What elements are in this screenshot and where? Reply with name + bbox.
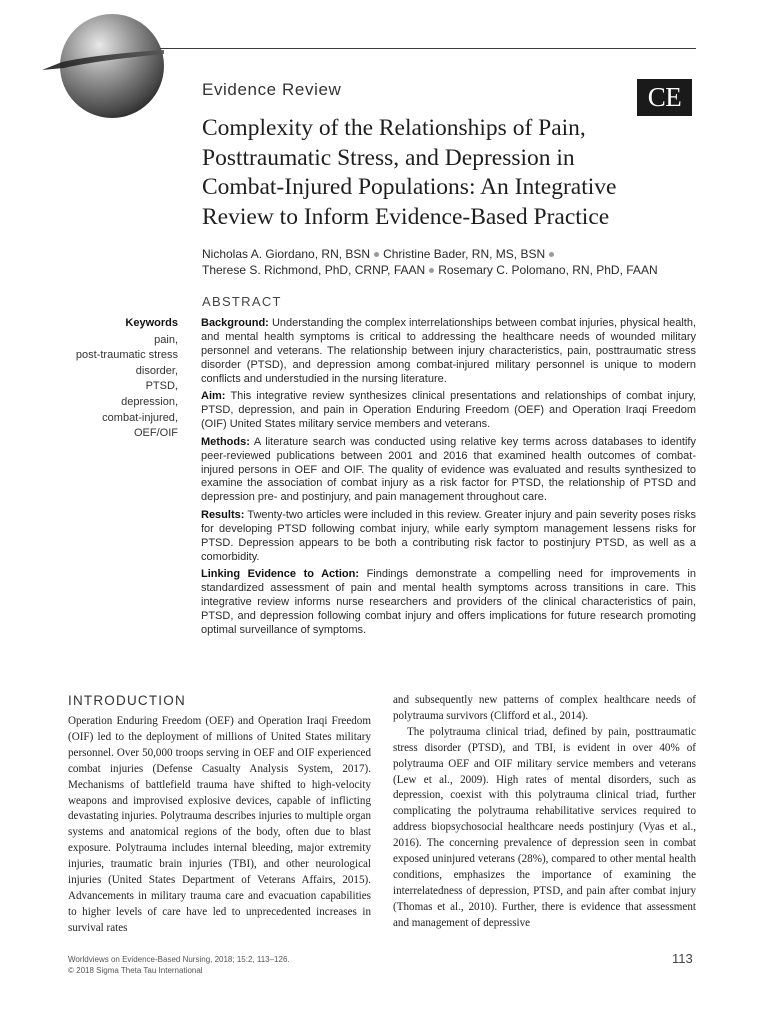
- background-text: Understanding the complex interrelationships between combat injuries, physical health, and mental health symptoms is critical to addressing the healthcare needs of wounded military personnel and veterans. The relationship between injury characteristics, pain, posttraumatic stress disorder (PTSD), and depression among combat-injured military personnel is unique to modern conflicts and understudied in the nursing literature.: [201, 317, 696, 385]
- copyright-notice: © 2018 Sigma Theta Tau International: [68, 965, 203, 975]
- article-title: [202, 114, 722, 232]
- page-number: 113: [672, 951, 693, 966]
- header-rule: [160, 48, 696, 49]
- keyword-line: post-traumatic stress: [75, 349, 178, 362]
- aim-label: Aim:: [201, 390, 226, 403]
- background-label: Background:: [201, 317, 269, 329]
- title-line: Combat-Injured Populations: An Integrative: [202, 174, 617, 201]
- body-column-left: [68, 693, 371, 937]
- aim-text: This integrative review synthesizes clinical presentations and relationships of combat injury, PTSD, depression, and pain in Operation Enduring Freedom (OEF) and Operation Iraqi Freedom (OIF) United States military service members and veterans.: [201, 390, 696, 431]
- abstract-body: [201, 317, 696, 641]
- title-line: Complexity of the Relationships of Pain,: [202, 115, 586, 141]
- author-name: Therese S. Richmond, PhD, CRNP, FAAN: [202, 263, 426, 277]
- introduction-paragraph-continued: and subsequently new patterns of complex healthcare needs of polytrauma survivors (Clifford et al., 2014).: [393, 694, 696, 722]
- section-label: Evidence Review: [202, 80, 342, 99]
- linking-label: Linking Evidence to Action:: [201, 568, 359, 581]
- introduction-heading: INTRODUCTION: [68, 693, 186, 708]
- keyword-line: OEF/OIF: [134, 427, 178, 440]
- methods-label: Methods:: [201, 435, 250, 448]
- abstract-background: [201, 317, 696, 387]
- abstract-linking: [201, 568, 696, 638]
- keywords-sidebar: [40, 316, 178, 442]
- author-list: [202, 246, 742, 278]
- author-name: Nicholas A. Giordano, RN, BSN: [202, 247, 371, 261]
- keyword-line: PTSD,: [145, 380, 178, 393]
- separator-dot-icon: [549, 252, 554, 257]
- journal-citation: Worldviews on Evidence-Based Nursing, 2018; 15:2, 113–126.: [68, 955, 290, 964]
- results-label: Results:: [201, 508, 245, 521]
- keyword-line: disorder,: [135, 364, 178, 377]
- keyword-line: combat-injured,: [102, 411, 178, 424]
- methods-text: A literature search was conducted using relative key terms across databases to identify peer-reviewed publications between 2001 and 2016 that examined health outcomes of combat-injured persons in OEF and OIF. The quality of evidence was evaluated and results synthesized to examine the association of combat injury as a risk factor for PTSD, the relationship of PTSD and depression pre- and postinjury, and pain management throughout care.: [201, 435, 696, 504]
- body-column-right: [393, 693, 696, 932]
- abstract-methods: [201, 436, 696, 506]
- introduction-paragraph: Operation Enduring Freedom (OEF) and Operation Iraqi Freedom (OIF) led to the deployment of millions of United States military personnel. Over 50,000 troops serving in OEF and OIF experienced combat injuries (Defense Casualty Analysis System, 2017). Mechanisms of battlefield trauma have shifted to high-velocity weapons and improvised explosive devices, capable of inflicting devastating injuries. Polytrauma describes injuries to multiple organ systems and anatomical regions of the body, often due to blast exposure. Polytrauma includes internal bleeding, major extremity injuries, traumatic brain injuries (TBI), and other neurological injuries (United States Department of Veterans Affairs, 2015). Advancements in military trauma care and evacuation capabilities to higher levels of care have led to unprecedented increases in survival rates: [68, 715, 371, 934]
- author-name: Rosemary C. Polomano, RN, PhD, FAAN: [438, 263, 658, 277]
- footer-citation: [68, 955, 290, 976]
- keyword-line: pain,: [154, 333, 178, 346]
- keyword-line: depression,: [121, 395, 178, 408]
- abstract-aim: [201, 390, 696, 432]
- abstract-heading: ABSTRACT: [202, 294, 282, 309]
- separator-dot-icon: [429, 268, 434, 273]
- keywords-heading: Keywords: [125, 317, 178, 329]
- introduction-paragraph: The polytrauma clinical triad, defined by pain, posttraumatic stress disorder (PTSD), and TBI, is evident in over 40% of polytrauma OEF and OIF military service members and veterans (Lew et al., 2009). High rates of mental disorders, such as depression, coexist with this polytrauma clinical triad, further complicating the polytrauma rehabilitative services required to address biopsychosocial healthcare needs postinjury (Vyas et al., 2016). The concerning prevalence of depression seen in combat exposed uninjured veterans (28%), compared to other mental health conditions, emphasizes the importance of examining the interrelatedness of depression, PTSD, and pain after combat injury (Thomas et al., 2010). Further, there is evidence that assessment and management of depressive: [393, 725, 696, 929]
- title-line: Posttraumatic Stress, and Depression in: [202, 144, 575, 171]
- separator-dot-icon: [374, 252, 379, 257]
- author-name: Christine Bader, RN, MS, BSN: [383, 247, 546, 261]
- linking-text: Findings demonstrate a compelling need for improvements in standardized assessment of pain and mental health symptoms across transitions in care. This integrative review informs nurse researchers and providers of the clinical characteristics of pain, PTSD, and depression following combat injury and offers implications for future research promoting optimal surveillance of symptoms.: [201, 568, 696, 637]
- journal-sphere-logo: [40, 14, 164, 122]
- results-text: Twenty-two articles were included in this review. Greater injury and pain severity poses risks for developing PTSD following combat injury, while early symptom management lessens risks for PTSD. Depression appears to be both a contributing risk factor to postinjury PTSD, as well as a comorbidity.: [201, 508, 696, 563]
- title-line: Review to Inform Evidence-Based Practice: [202, 203, 610, 230]
- abstract-results: [201, 509, 696, 565]
- ce-badge: CE: [637, 79, 692, 116]
